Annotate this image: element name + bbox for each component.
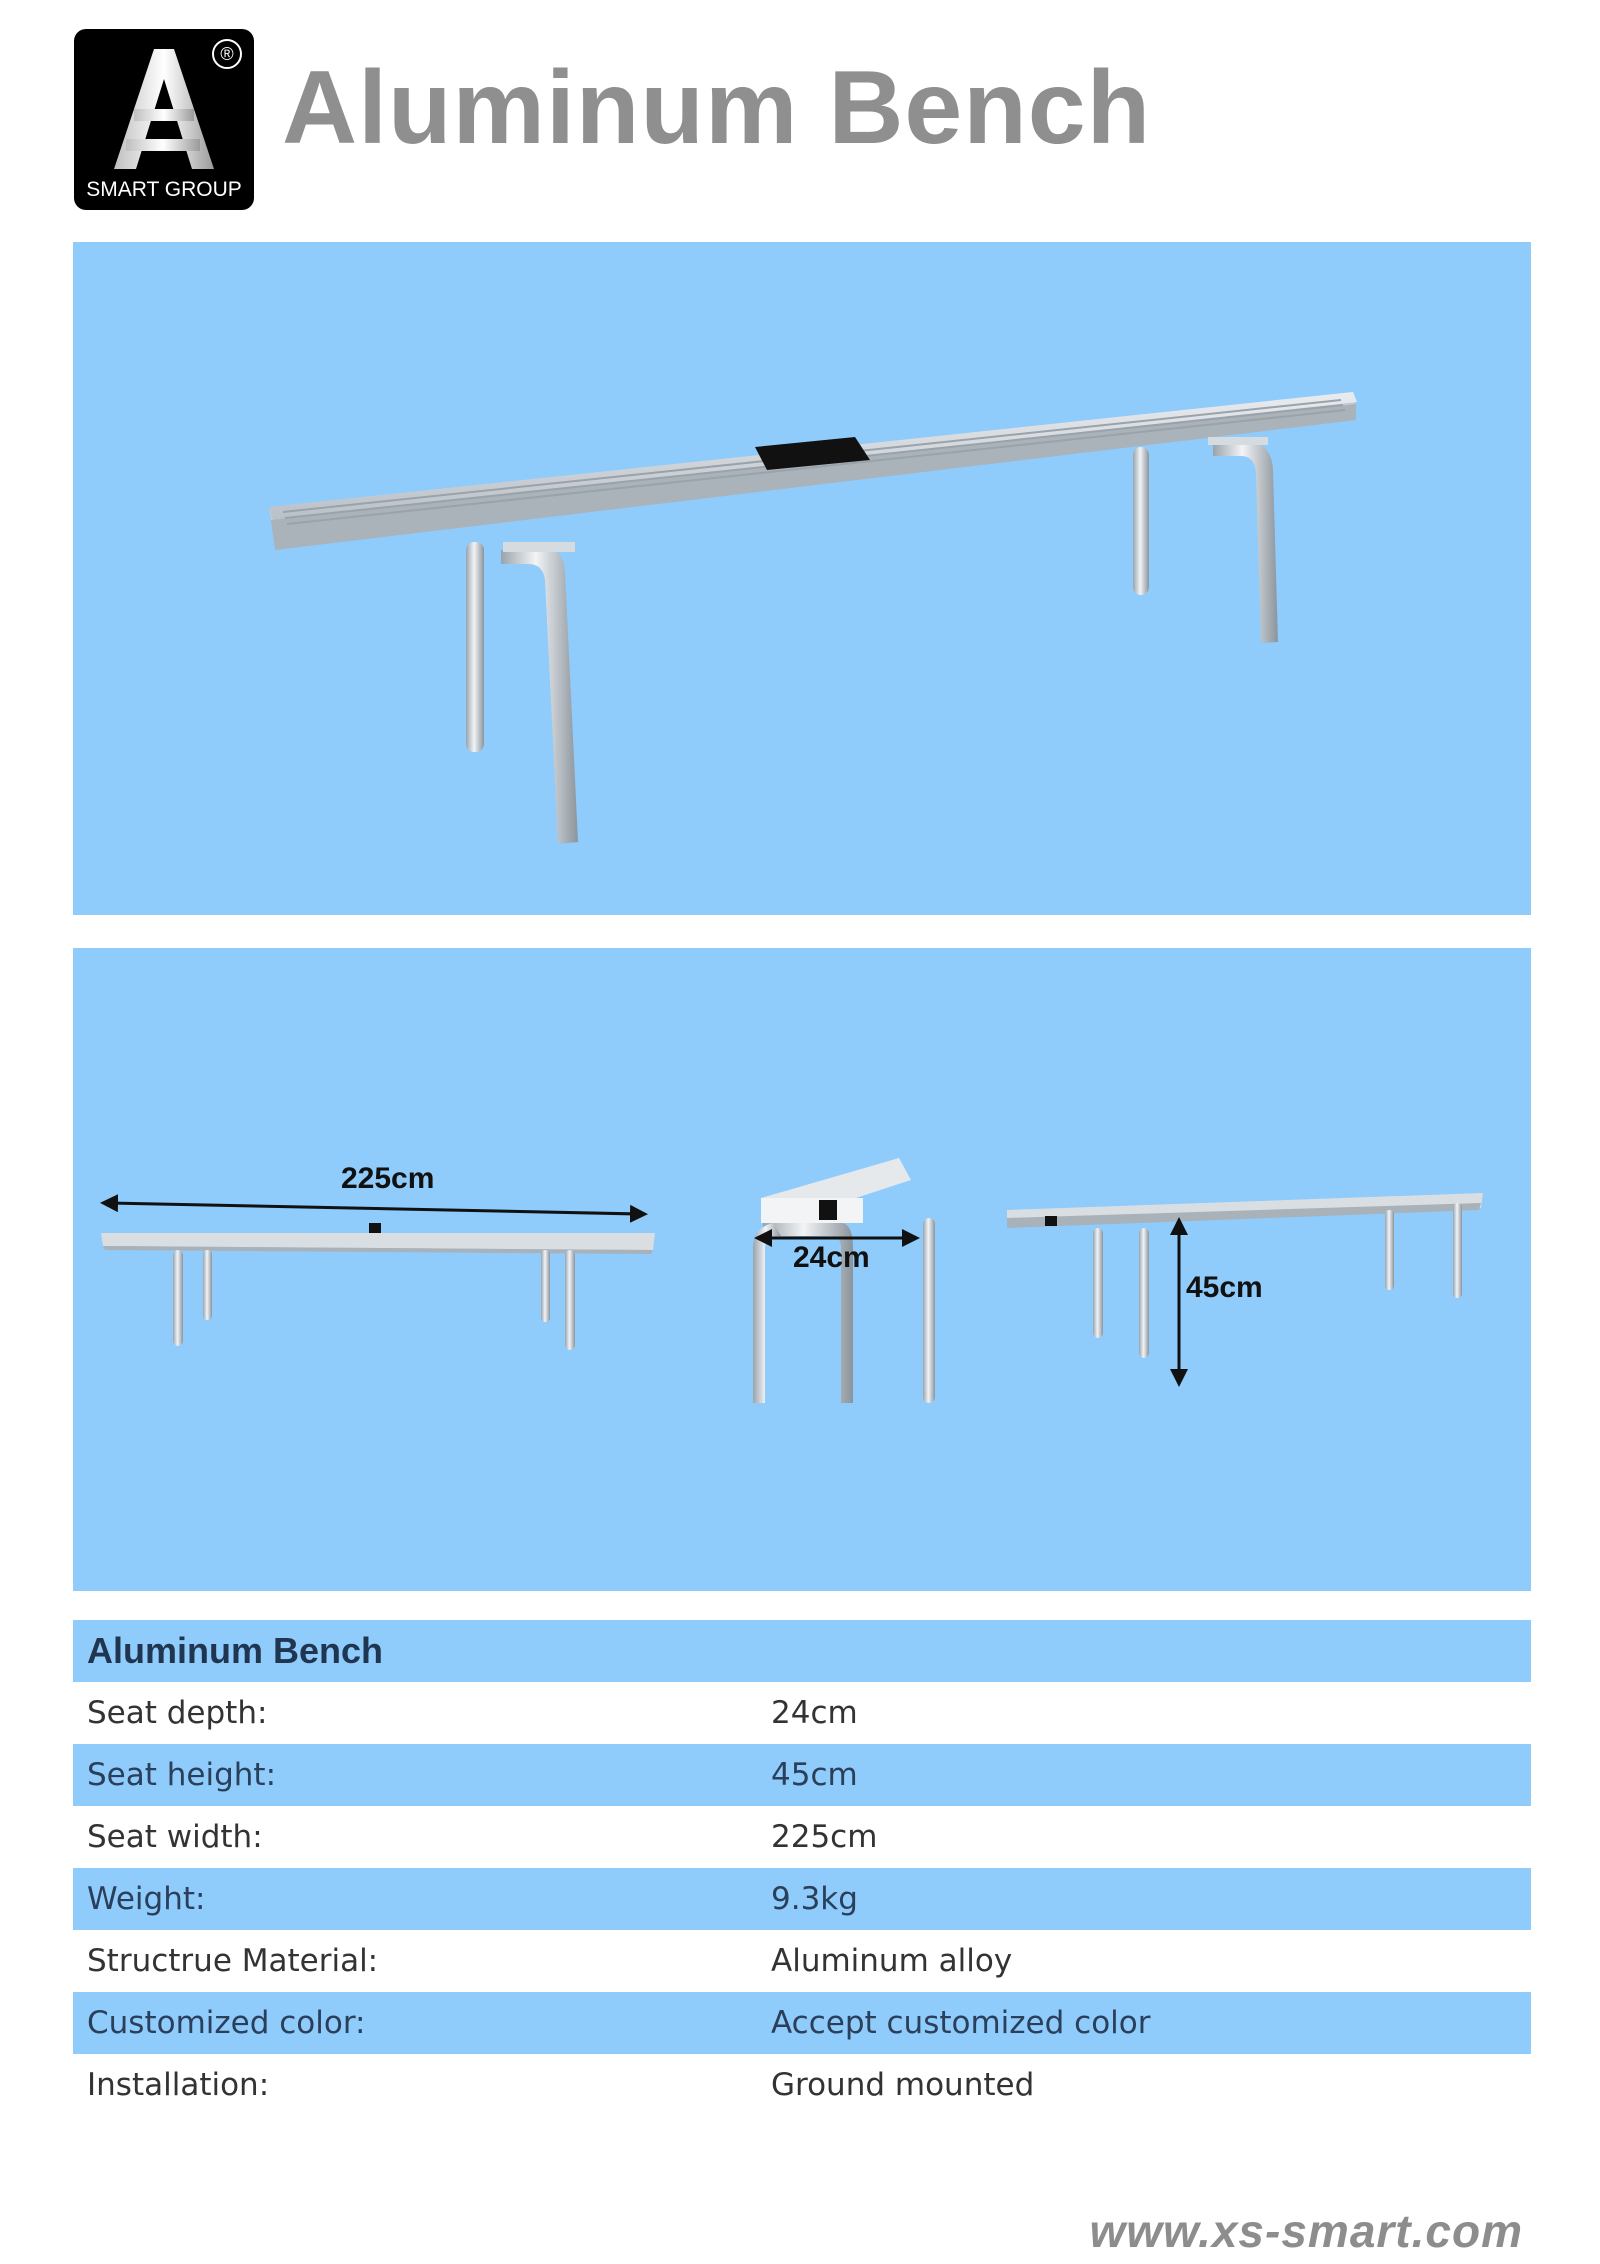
spec-value: 225cm bbox=[771, 1819, 878, 1855]
spec-row-color bbox=[73, 1992, 1531, 2054]
registered-mark: ® bbox=[212, 39, 242, 69]
spec-key: Seat height: bbox=[87, 1757, 277, 1793]
spec-key: Seat width: bbox=[87, 1819, 263, 1855]
spec-value: Ground mounted bbox=[771, 2067, 1035, 2103]
spec-value: Accept customized color bbox=[771, 2005, 1151, 2041]
spec-key: Weight: bbox=[87, 1881, 206, 1917]
spec-key: Customized color: bbox=[87, 2005, 366, 2041]
depth-dimension-label: 24cm bbox=[793, 1241, 870, 1274]
logo-brand-text: SMART GROUP bbox=[86, 178, 242, 201]
spec-row-material bbox=[73, 1930, 1531, 1992]
spec-value: 24cm bbox=[771, 1695, 858, 1731]
spec-value: 9.3kg bbox=[771, 1881, 858, 1917]
company-logo bbox=[74, 29, 254, 210]
website-url: www.xs-smart.com bbox=[1089, 2205, 1523, 2257]
spec-table bbox=[73, 1620, 1531, 2116]
height-dimension-label: 45cm bbox=[1186, 1271, 1263, 1304]
spec-value: 45cm bbox=[771, 1757, 858, 1793]
dimensions-panel bbox=[73, 948, 1531, 1591]
spec-key: Seat depth: bbox=[87, 1695, 268, 1731]
spec-row-seat-depth bbox=[73, 1682, 1531, 1744]
spec-table-title: Aluminum Bench bbox=[73, 1620, 1531, 1682]
product-photo-panel bbox=[73, 242, 1531, 915]
length-dimension-label: 225cm bbox=[341, 1162, 435, 1195]
spec-row-seat-height bbox=[73, 1744, 1531, 1806]
spec-row-weight bbox=[73, 1868, 1531, 1930]
spec-row-installation bbox=[73, 2054, 1531, 2116]
spec-row-seat-width bbox=[73, 1806, 1531, 1868]
spec-key: Structrue Material: bbox=[87, 1943, 379, 1979]
page-title: Aluminum Bench bbox=[282, 50, 1152, 166]
spec-key: Installation: bbox=[87, 2067, 270, 2103]
bench-perspective-illustration bbox=[73, 242, 1531, 915]
spec-value: Aluminum alloy bbox=[771, 1943, 1013, 1979]
